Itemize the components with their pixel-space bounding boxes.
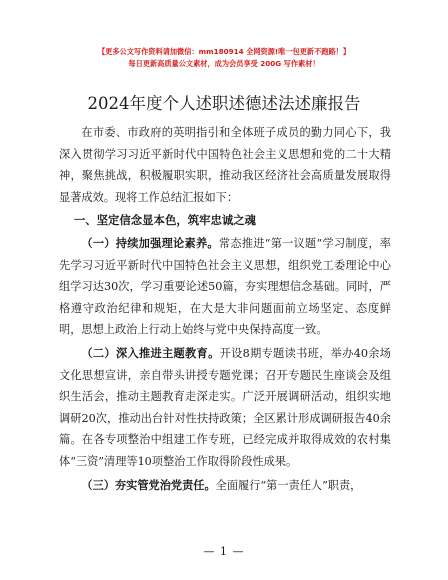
page-number: — 1 — xyxy=(203,545,245,558)
item-text: 全面履行“第一责任人”职责， xyxy=(215,478,362,492)
item-lead: （一）持续加强理论素养。 xyxy=(81,236,219,250)
item-text: 常态推进“第一议题”学习制度，率先学习习近平新时代中国特色社会主义思想，组织党工委理论中心组学习达30次，学习重要论述50篇，夯实理想信念基础。同时，严格遵守政治纪律和规矩，在大是大非问题面前立场坚定、态度鲜明，思想上政治上行动上始终与党中央保持高度一致。 xyxy=(59,236,391,337)
item-text: 开设8期专题读书班，举办40余场文化思想宣讲，亲自带头讲授专题党课；召开专题民生座谈会及组织生活会，推动主题教育走深走实。广泛开展调研活动，组织实地调研20次，推动出台针对性扶持政策；全区累计形成调研报告40余篇。在各专项整治中组建工作专班，已经完成并取得成效的农村集体“三资”清理等10项整治工作取得阶段性成果。 xyxy=(59,346,391,468)
promo-banner-line-1: 【更多公文写作资料请加微信：mm180914 全网资源!唯一包更新不跑路！】 xyxy=(97,47,351,56)
list-item xyxy=(59,475,391,497)
list-item xyxy=(59,233,391,341)
promo-banner-line-2: 每日更新高质量公文素材，成为会员享受 200G 写作素材！ xyxy=(128,59,320,68)
section-heading: 一、坚定信念显本色，筑牢忠诚之魂 xyxy=(73,213,257,228)
intro-paragraph: 在市委、市政府的英明指引和全体班子成员的勤力同心下，我深入贯彻学习习近平新时代中国特色社会主义思想和党的二十大精神，聚焦挑战，积极履职实职，推动我区经济社会高质量发展取得显著成效。现将工作总结汇报如下： xyxy=(59,126,391,204)
promo-banner xyxy=(0,0,448,70)
item-lead: （三）夯实管党治党责任。 xyxy=(81,478,216,492)
list-item xyxy=(59,343,391,473)
document-title: 2024年度个人述职述德述法述廉报告 xyxy=(87,94,361,113)
document-body xyxy=(59,122,391,498)
item-lead: （二）深入推进主题教育。 xyxy=(81,346,220,360)
